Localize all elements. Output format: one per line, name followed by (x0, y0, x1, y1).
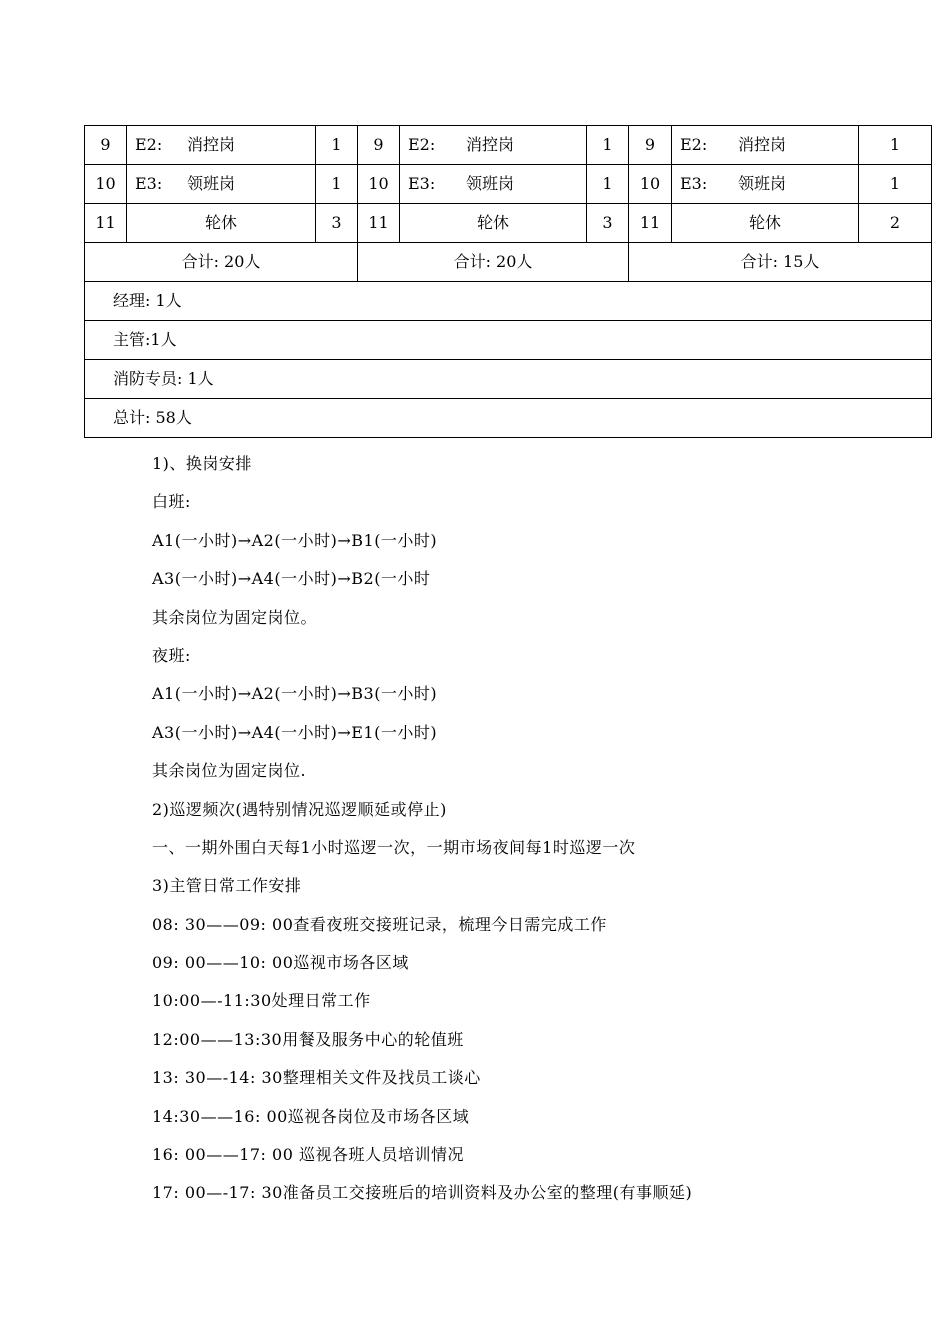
head-count: 1 (316, 126, 358, 165)
schedule-item: 17: 00—-17: 30准备员工交接班后的培训资料及办公室的整理(有事顺延) (152, 1183, 693, 1203)
manager-count: 经理: 1人 (85, 282, 932, 321)
post-name: 轮休 (400, 204, 587, 243)
post-code: E3: (408, 174, 436, 193)
summary-row (85, 360, 932, 399)
post-name: 领班岗 (187, 174, 236, 193)
post-cell (127, 126, 316, 165)
post-cell (127, 165, 316, 204)
summary-row (85, 321, 932, 360)
text-line: 一、一期外围白天每1小时巡逻一次，一期市场夜间每1时巡逻一次 (152, 837, 636, 857)
text-line: 其余岗位为固定岗位. (152, 761, 307, 781)
post-name: 消控岗 (738, 135, 787, 154)
row-number: 10 (85, 165, 127, 204)
row-number: 10 (629, 165, 672, 204)
schedule-item: 13: 30—-14: 30整理相关文件及找员工谈心 (152, 1068, 481, 1088)
grand-total: 总计: 58人 (85, 399, 932, 438)
fire-officer-count: 消防专员: 1人 (85, 360, 932, 399)
summary-row (85, 399, 932, 438)
post-name: 消控岗 (466, 135, 515, 154)
post-name: 轮休 (672, 204, 859, 243)
group-total: 合计: 20人 (358, 243, 629, 282)
section-heading-supervisor-schedule: 3)主管日常工作安排 (152, 876, 302, 896)
head-count: 1 (587, 165, 629, 204)
text-line: 其余岗位为固定岗位。 (152, 607, 318, 627)
table-row (85, 204, 932, 243)
text-line: A1(一小时)→A2(一小时)→B1(一小时) (152, 530, 438, 550)
group-total: 合计: 20人 (85, 243, 358, 282)
head-count: 1 (859, 165, 932, 204)
post-cell (400, 126, 587, 165)
post-name: 领班岗 (738, 174, 787, 193)
head-count: 3 (316, 204, 358, 243)
schedule-item: 08: 30——09: 00查看夜班交接班记录，梳理今日需完成工作 (152, 914, 607, 934)
text-line: A3(一小时)→A4(一小时)→B2(一小时 (152, 569, 431, 589)
table-row (85, 126, 932, 165)
row-number: 10 (358, 165, 400, 204)
supervisor-count: 主管:1人 (85, 321, 932, 360)
group-total: 合计: 15人 (629, 243, 932, 282)
schedule-item: 12:00——13:30用餐及服务中心的轮值班 (152, 1029, 464, 1049)
text-line: A1(一小时)→A2(一小时)→B3(一小时) (152, 684, 438, 704)
row-number: 9 (85, 126, 127, 165)
row-number: 9 (358, 126, 400, 165)
row-number: 11 (358, 204, 400, 243)
schedule-item: 16: 00——17: 00 巡视各班人员培训情况 (152, 1145, 464, 1165)
schedule-item: 09: 00——10: 00巡视市场各区域 (152, 953, 409, 973)
post-name: 消控岗 (187, 135, 236, 154)
post-code: E2: (408, 135, 436, 154)
subtotal-row (85, 243, 932, 282)
head-count: 2 (859, 204, 932, 243)
section-heading-patrol-frequency: 2)巡逻频次(遇特别情况巡逻顺延或停止) (152, 799, 447, 819)
table-row (85, 165, 932, 204)
staffing-table (84, 125, 932, 438)
summary-row (85, 282, 932, 321)
row-number: 11 (629, 204, 672, 243)
schedule-text (152, 445, 912, 1213)
text-line: A3(一小时)→A4(一小时)→E1(一小时) (152, 722, 438, 742)
post-name: 领班岗 (466, 174, 515, 193)
post-code: E3: (680, 174, 708, 193)
row-number: 9 (629, 126, 672, 165)
row-number: 11 (85, 204, 127, 243)
section-heading-shift-rotation: 1)、换岗安排 (152, 454, 252, 473)
post-code: E2: (135, 135, 163, 154)
schedule-item: 10:00—-11:30处理日常工作 (152, 991, 371, 1011)
post-cell (672, 165, 859, 204)
head-count: 3 (587, 204, 629, 243)
head-count: 1 (859, 126, 932, 165)
post-cell (400, 165, 587, 204)
head-count: 1 (587, 126, 629, 165)
post-code: E3: (135, 174, 163, 193)
night-shift-label: 夜班: (152, 645, 191, 665)
post-name: 轮休 (127, 204, 316, 243)
post-code: E2: (680, 135, 708, 154)
day-shift-label: 白班: (152, 492, 191, 512)
post-cell (672, 126, 859, 165)
schedule-item: 14:30——16: 00巡视各岗位及市场各区域 (152, 1106, 470, 1126)
head-count: 1 (316, 165, 358, 204)
